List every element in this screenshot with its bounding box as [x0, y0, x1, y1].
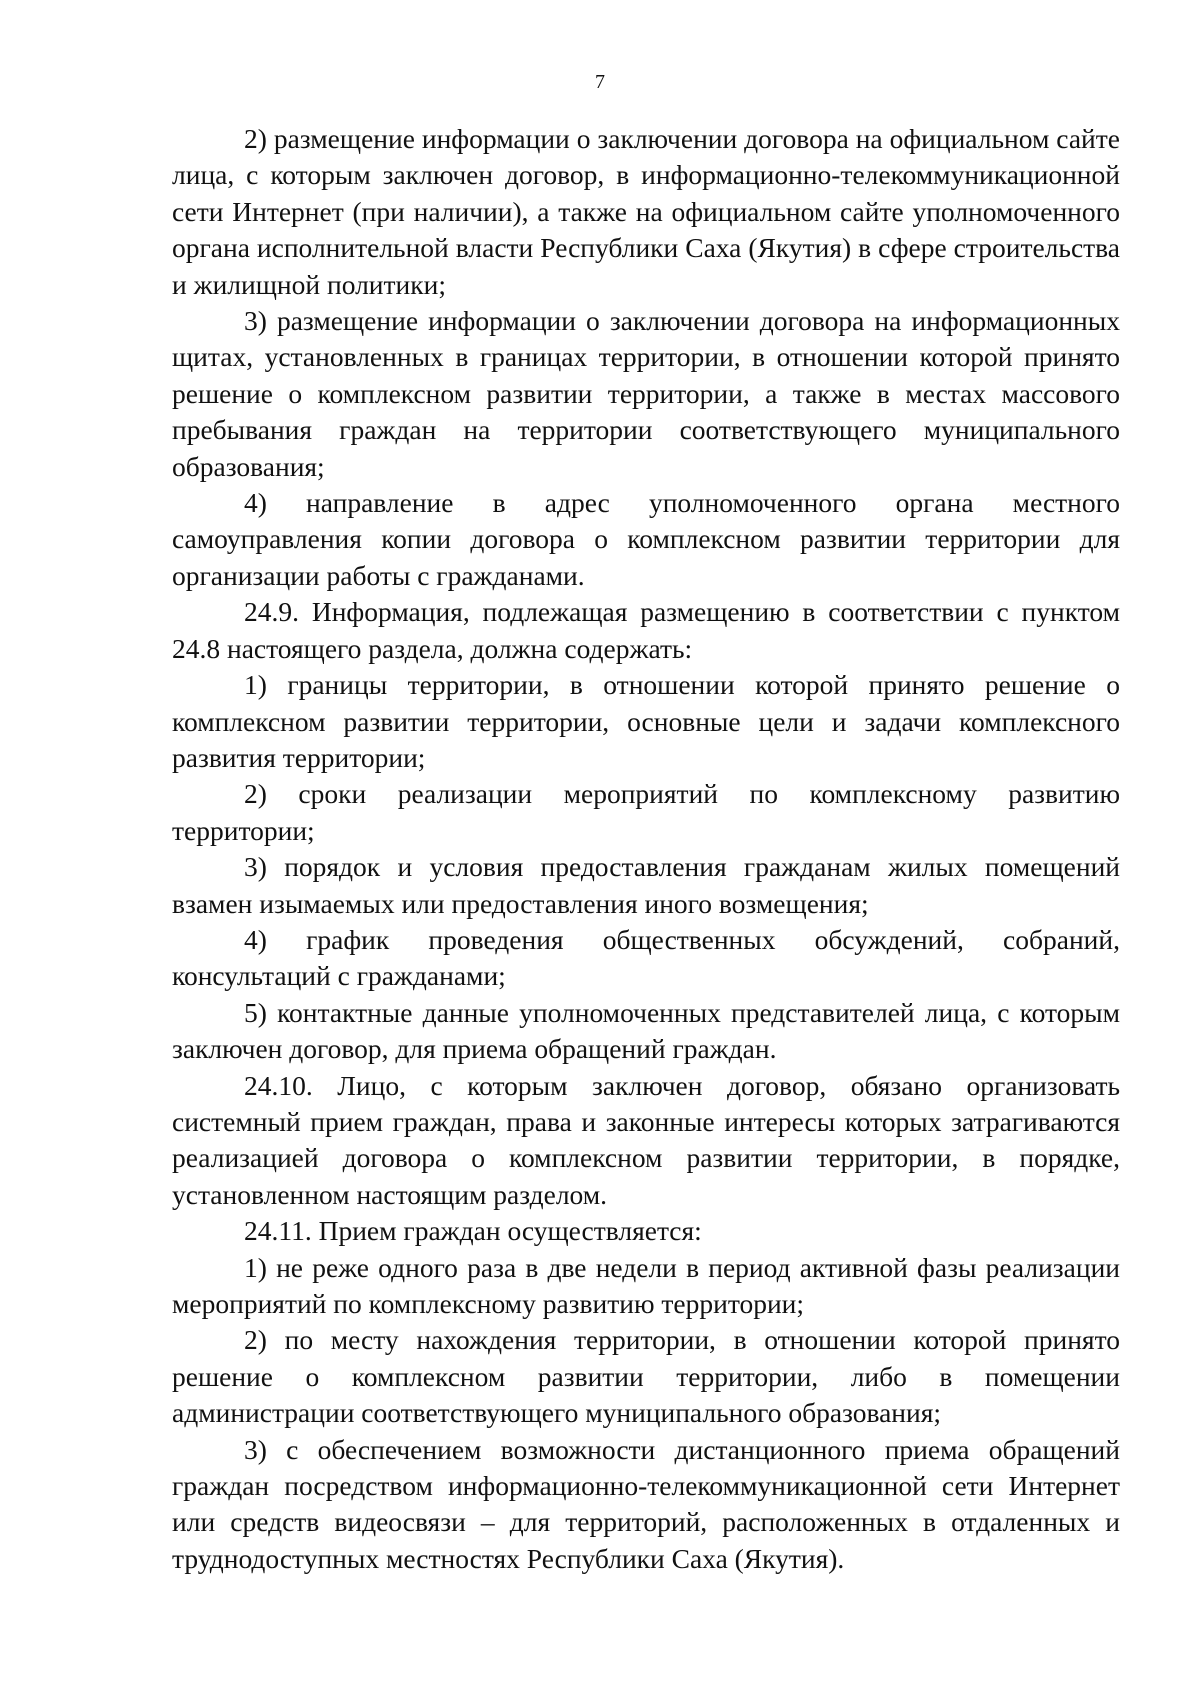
paragraph: 5) контактные данные уполномоченных представителей лица, с которым заключен договор, для приема обращений граждан. [172, 996, 1120, 1065]
document-body [172, 121, 1120, 1577]
paragraph: 2) размещение информации о заключении договора на официальном сайте лица, с которым заключен договор, в информационно-телекоммуникационной сети Интернет (при наличии), а также на официальном сайте уполномоченного органа исполнительной власти Республики Саха (Якутия) в сфере строительства и жилищной политики; [172, 123, 1120, 300]
paragraph: 24.10. Лицо, с которым заключен договор, обязано организовать системный прием граждан, права и законные интересы которых затрагиваются реализацией договора о комплексном развитии территории, в порядке, установленном настоящим разделом. [172, 1069, 1120, 1210]
paragraph: 3) размещение информации о заключении договора на информационных щитах, установленных в границах территории, в отношении которой принято решение о комплексном развитии территории, а также в местах массового пребывания граждан на территории соответствующего муниципального образования; [172, 305, 1120, 482]
page-number: 7 [595, 71, 605, 93]
paragraph: 24.9. Информация, подлежащая размещению в соответствии с пунктом 24.8 настоящего раздела, должна содержать: [172, 596, 1120, 664]
paragraph: 2) сроки реализации мероприятий по комплексному развитию территории; [172, 778, 1120, 846]
paragraph: 1) не реже одного раза в две недели в период активной фазы реализации мероприятий по комплексному развитию территории; [172, 1251, 1120, 1319]
paragraph: 3) с обеспечением возможности дистанционного приема обращений граждан посредством информационно-телекоммуникационной сети Интернет или средств видеосвязи – для территорий, расположенных в отдаленных и труднодоступных местностях Республики Саха (Якутия). [172, 1433, 1120, 1574]
paragraph: 1) границы территории, в отношении которой принято решение о комплексном развитии территории, основные цели и задачи комплексного развития территории; [172, 669, 1120, 773]
paragraph: 3) порядок и условия предоставления гражданам жилых помещений взамен изымаемых или предоставления иного возмещения; [172, 851, 1120, 919]
paragraph: 24.11. Прием граждан осуществляется: [244, 1215, 702, 1247]
paragraph: 4) график проведения общественных обсуждений, собраний, консультаций с гражданами; [172, 923, 1120, 992]
paragraph: 4) направление в адрес уполномоченного органа местного самоуправления копии договора о комплексном развитии территории для организации работы с гражданами. [172, 487, 1120, 591]
paragraph: 2) по месту нахождения территории, в отношении которой принято решение о комплексном развитии территории, либо в помещении администрации соответствующего муниципального образования; [172, 1324, 1120, 1429]
